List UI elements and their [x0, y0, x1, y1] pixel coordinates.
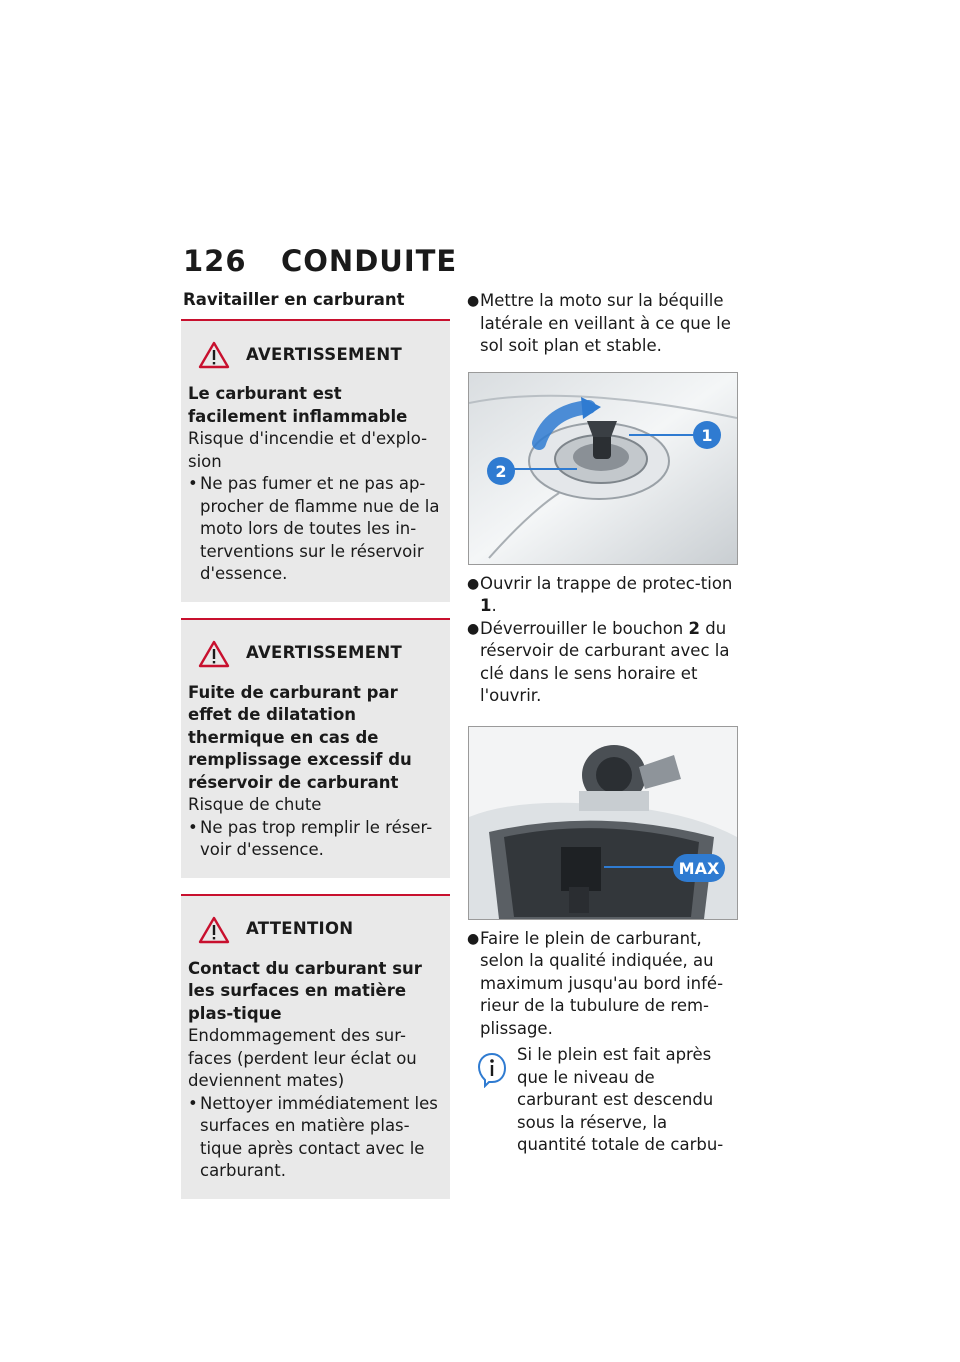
warning-text: Risque de chute — [188, 795, 322, 814]
attention-subtitle: Contact du carburant sur les surfaces en matière plas-tique — [188, 958, 422, 1023]
filler-neck-figure — [468, 726, 738, 920]
attention-label: ATTENTION — [246, 919, 354, 939]
step-item: ● Ouvrir la trappe de protec-tion 1. — [467, 573, 733, 615]
step-item: ● Mettre la moto sur la béquille latérale en veillant à ce que le sol soit plan et stable. — [467, 291, 731, 355]
section-title: Ravitailler en carburant — [183, 290, 405, 309]
warning-subtitle: Fuite de carburant par effet de dilatation thermique en cas de remplissage excessif du réservoir de carburant — [188, 682, 412, 792]
warning-bullet: • Ne pas fumer et ne pas ap-procher de flamme nue de la moto lors de toutes les in-terventions sur le réservoir d'essence. — [188, 474, 440, 583]
info-note — [467, 1044, 739, 1157]
warning-triangle-icon — [198, 640, 230, 668]
warning-bullet: • Ne pas trop remplir le réser-voir d'essence. — [188, 817, 433, 859]
filler-neck-illustration — [469, 727, 737, 919]
warning-label: AVERTISSEMENT — [246, 643, 403, 663]
attention-text: Endommagement des sur-faces (perdent leur éclat ou deviennent mates) — [188, 1026, 417, 1090]
page-number: 126 — [183, 244, 247, 278]
warning-label: AVERTISSEMENT — [246, 344, 403, 364]
fuel-cap-illustration — [469, 373, 737, 564]
left-column — [181, 290, 450, 1215]
warning-triangle-icon — [198, 916, 230, 944]
warning-box-1 — [181, 319, 450, 602]
chapter-title: CONDUITE — [281, 244, 458, 278]
step-item: ● Déverrouiller le bouchon 2 du réservoir de carburant avec la clé dans le sens horaire et l'ouvrir. — [467, 618, 730, 705]
warning-triangle-icon — [198, 341, 230, 369]
info-text: Si le plein est fait après que le niveau de carburant est descendu sous la réserve, la quantité totale de carbu- — [517, 1045, 724, 1154]
attention-bullet: • Nettoyer immédiatement les surfaces en matière plas-tique après contact avec le carburant. — [188, 1093, 438, 1180]
callout-2: 2 — [495, 461, 507, 481]
step-item: ● Faire le plein de carburant, selon la qualité indiquée, au maximum jusqu'au bord infé-rieur de la tubulure de rem-plissage. — [467, 928, 724, 1038]
info-icon — [477, 1052, 507, 1088]
warning-text: Risque d'incendie et d'explo-sion — [188, 429, 428, 471]
fuel-cap-figure — [468, 372, 738, 565]
callout-1: 1 — [701, 425, 713, 445]
attention-box — [181, 894, 450, 1199]
warning-box-2 — [181, 618, 450, 878]
right-column — [467, 290, 739, 1157]
warning-subtitle: Le carburant est facilement inflammable — [188, 384, 408, 426]
max-callout: MAX — [678, 858, 720, 878]
page-header — [183, 244, 457, 278]
